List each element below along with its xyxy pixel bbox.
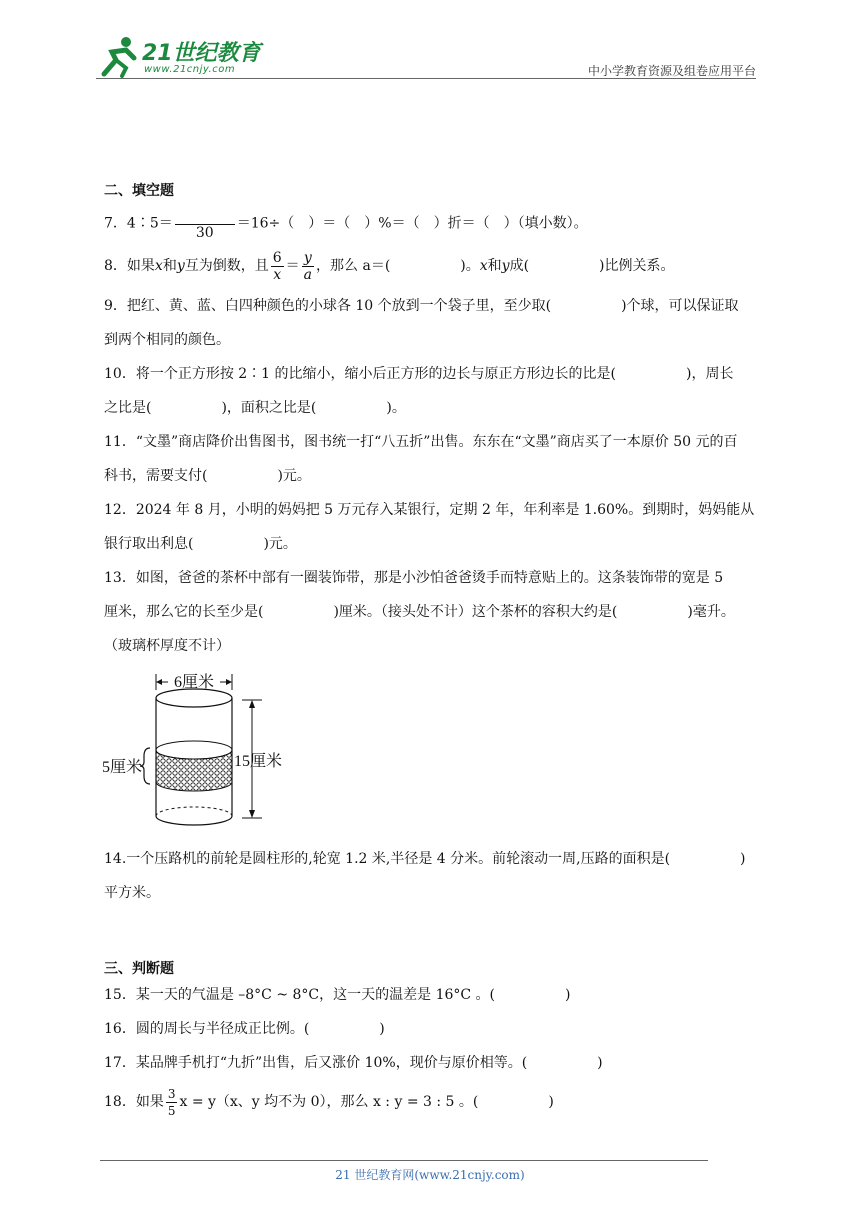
band-width-label: 5厘米 <box>102 759 143 776</box>
fraction-y-over-a: $\frac{y}{a}$ <box>303 249 313 283</box>
fraction-6-over-x: $\frac{6}{x}$ <box>272 249 282 283</box>
question-10-line-2: 之比是( )，面积之比是( )。 <box>104 400 406 416</box>
fraction-3-over-5: $\frac{3}{5}$ <box>167 1086 176 1118</box>
cylinder-cup-diagram <box>100 668 300 838</box>
footer-divider <box>100 1160 708 1161</box>
logo-text: 21世纪教育 <box>142 41 261 66</box>
question-17: 17．某品牌手机打“九折”出售，后又涨价 10%，现价与原价相等。( ) <box>104 1055 603 1071</box>
question-13-line-1: 13．如图，爸爸的茶杯中部有一圈装饰带，那是小沙怕爸爸烫手而特意贴上的。这条装饰带的宽是 5 <box>104 570 724 586</box>
question-15: 15．某一天的气温是 –8°C ~ 8°C，这一天的温差是 16°C 。( ) <box>104 987 571 1003</box>
height-label: 15厘米 <box>234 753 283 770</box>
site-logo <box>96 34 266 78</box>
question-16: 16．圆的周长与半径成正比例。( ) <box>104 1021 385 1037</box>
section-judge: 三、判断题 <box>104 961 174 977</box>
question-10-line-1: 10．将一个正方形按 2∶1 的比缩小，缩小后正方形的边长与原正方形边长的比是( )，周长 <box>104 366 734 382</box>
runner-logo-icon <box>96 34 142 78</box>
question-11-line-2: 科书，需要支付( )元。 <box>104 468 311 484</box>
question-14-line-2: 平方米。 <box>104 885 160 901</box>
platform-title: 中小学教育资源及组卷应用平台 <box>587 64 756 78</box>
question-14-line-1: 14.一个压路机的前轮是圆柱形的,轮宽 1.2 米,半径是 4 分米。前轮滚动一周,压路的面积是( ) <box>104 851 746 867</box>
header-divider <box>96 78 756 79</box>
footer-link[interactable]: 21 世纪教育网(www.21cnjy.com) <box>335 1168 525 1182</box>
section-fill-in: 二、填空题 <box>104 183 174 199</box>
question-18: 18．如果 $\frac{3}{5}$ x = y（x、y 均不为 0），那么 x : y = 3 : 5 。( ) <box>104 1086 554 1118</box>
cup-figure <box>100 668 300 838</box>
top-width-label: 6厘米 <box>173 674 215 691</box>
question-8: 8．如果x和y互为倒数，且 $\frac{6}{x}$ ＝ $\frac{y}{a}$ ，那么 a＝( )。x和y成( )比例关系。 <box>104 249 675 283</box>
question-13-line-2: 厘米，那么它的长至少是( )厘米。（接头处不计）这个茶杯的容积大约是( )毫升。 <box>104 604 735 620</box>
fraction-blank-over-30: 30 <box>175 206 235 241</box>
question-11-line-1: 11．“文墨”商店降价出售图书，图书统一打“八五折”出售。东东在“文墨”商店买了一本原价 50 元的百 <box>104 434 738 450</box>
page-header <box>96 28 756 80</box>
question-12-line-2: 银行取出利息( )元。 <box>104 536 297 552</box>
question-12-line-1: 12．2024 年 8 月，小明的妈妈把 5 万元存入某银行，定期 2 年，年利率是 1.60%。到期时，妈妈能从 <box>104 502 755 518</box>
question-7: 7．4∶5＝ 30 ＝16÷（ ）＝（ ）%＝（ ）折＝（ ）（填小数）。 <box>104 206 764 241</box>
question-9-line-2: 到两个相同的颜色。 <box>104 332 230 348</box>
question-13-line-3: （玻璃杯厚度不计） <box>104 638 230 654</box>
logo-url: www.21cnjy.com <box>144 64 236 75</box>
question-9-line-1: 9．把红、黄、蓝、白四种颜色的小球各 10 个放到一个袋子里，至少取( )个球，可以保证取 <box>104 298 739 314</box>
